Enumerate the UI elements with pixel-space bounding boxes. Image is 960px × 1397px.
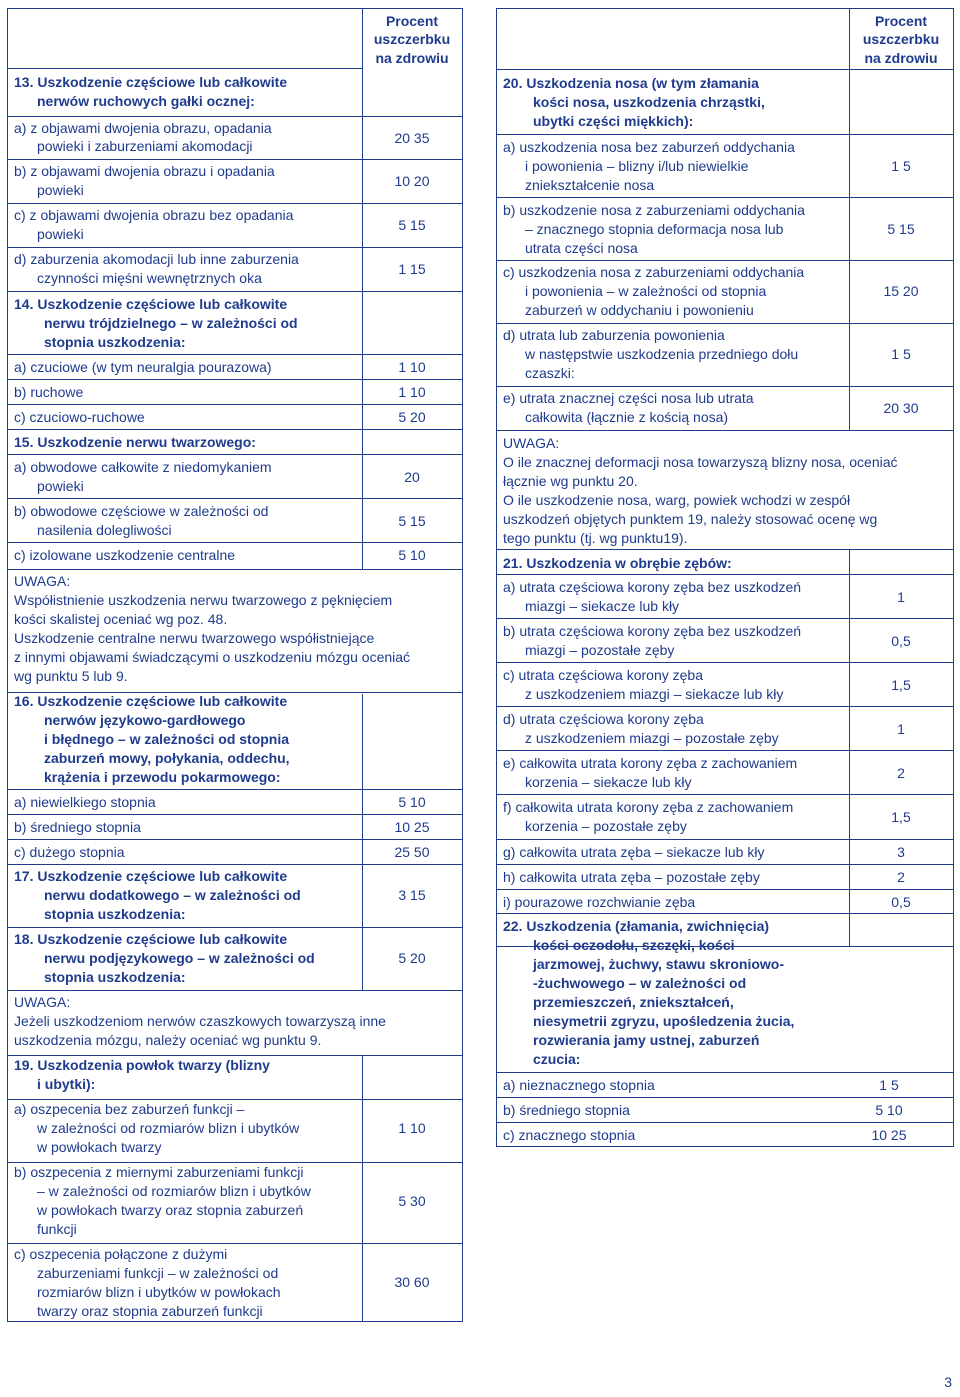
list-item: c) dużego stopnia	[14, 844, 125, 860]
list-item: funkcji	[37, 1221, 77, 1237]
note-text: uszkodzenia mózgu, należy oceniać wg punktu 9.	[14, 1032, 322, 1048]
section-22-title: przemieszczeń, zniekształceń,	[533, 994, 734, 1010]
value: 1 10	[398, 359, 426, 375]
left-table	[7, 8, 463, 1322]
section-18-title: 18. Uszkodzenie częściowe lub całkowite	[14, 931, 288, 947]
value: 10 20	[394, 173, 430, 189]
section-16-title: i błędnego – w zależności od stopnia	[44, 731, 290, 747]
list-item: rozmiarów blizn i ubytków w powłokach	[37, 1284, 281, 1300]
list-item: b) uszkodzenie nosa z zaburzeniami oddychania	[503, 202, 805, 218]
list-item: b) ruchowe	[14, 384, 84, 400]
list-item: c) znacznego stopnia	[503, 1127, 636, 1143]
list-item: w następstwie uszkodzenia przedniego dołu	[525, 346, 799, 362]
list-item: a) niewielkiego stopnia	[14, 794, 156, 810]
list-item: powieki i zaburzeniami akomodacji	[37, 138, 253, 154]
value: 5 15	[398, 513, 426, 529]
value: 2	[897, 869, 905, 885]
section-22-title: rozwierania jamy ustnej, zaburzeń	[533, 1032, 760, 1048]
list-item: w zależności od rozmiarów blizn i ubytków	[37, 1120, 300, 1136]
section-22-title: kości oczodołu, szczęki, kości	[533, 937, 735, 953]
value: 5 20	[398, 950, 426, 966]
section-16-title: 16. Uszkodzenie częściowe lub całkowite	[14, 693, 288, 709]
value: 1 15	[398, 261, 426, 277]
list-item: f) całkowita utrata korony zęba z zachowaniem	[503, 799, 794, 815]
section-22-title: 22. Uszkodzenia (złamania, zwichnięcia)	[503, 918, 770, 934]
value: 20	[404, 469, 420, 485]
value: 1 5	[891, 346, 911, 362]
note-text: Współistnienie uszkodzenia nerwu twarzowego z pęknięciem	[14, 592, 393, 608]
value: 5 10	[875, 1102, 903, 1118]
section-22-title: czucia:	[533, 1051, 581, 1067]
value: 1 5	[879, 1077, 899, 1093]
list-item: całkowita (łącznie z kością nosa)	[525, 409, 729, 425]
list-item: i powonienia – w zależności od stopnia	[525, 283, 767, 299]
header-line1: Procent	[874, 13, 928, 29]
list-item: b) obwodowe częściowe w zależności od	[14, 503, 269, 519]
list-item: korzenia – pozostałe zęby	[525, 818, 687, 834]
section-18-title: nerwu podjęzykowego – w zależności od	[44, 950, 315, 966]
list-item: w powłokach twarzy	[37, 1139, 162, 1155]
list-item: d) zaburzenia akomodacji lub inne zaburzenia	[14, 251, 299, 267]
list-item: powieki	[37, 226, 84, 242]
value: 5 10	[398, 794, 426, 810]
list-item: d) utrata częściowa korony zęba	[503, 711, 704, 727]
note-text: tego punktu (tj. wg punktu19).	[503, 530, 688, 546]
value: 3 15	[398, 887, 426, 903]
right-table	[496, 8, 954, 947]
note-text: łącznie wg punktu 20.	[503, 473, 638, 489]
list-item: zaburzeniami funkcji – w zależności od	[37, 1265, 279, 1281]
note-text: Jeżeli uszkodzeniom nerwów czaszkowych towarzyszą inne	[14, 1013, 386, 1029]
list-item: w powłokach twarzy oraz stopnia zaburzeń	[37, 1202, 304, 1218]
value: 20 30	[883, 400, 919, 416]
page-number: 3	[944, 1373, 952, 1390]
list-item: a) utrata częściowa korony zęba bez uszkodzeń	[503, 579, 802, 595]
list-item: a) nieznacznego stopnia	[503, 1077, 655, 1093]
list-item: twarzy oraz stopnia zaburzeń funkcji	[37, 1303, 263, 1319]
list-item: a) oszpecenia bez zaburzeń funkcji –	[14, 1101, 245, 1117]
note-label: UWAGA:	[14, 573, 71, 589]
list-item: zniekształcenie nosa	[525, 177, 655, 193]
list-item: g) całkowita utrata zęba – siekacze lub kły	[503, 844, 765, 860]
list-item: miazgi – pozostałe zęby	[525, 642, 675, 658]
section-16-title: krążenia i przewodu pokarmowego:	[44, 769, 281, 785]
list-item: a) z objawami dwojenia obrazu, opadania	[14, 120, 272, 136]
note-text: z innymi objawami świadczącymi o uszkodzeniu mózgu oceniać	[14, 649, 411, 665]
section-22-title: jarzmowej, żuchwy, stawu skroniowo-	[533, 956, 785, 972]
note-text: O ile znacznej deformacji nosa towarzyszą blizny nosa, oceniać	[503, 454, 898, 470]
value: 5 15	[398, 217, 426, 233]
note-text: Uszkodzenie centralne nerwu twarzowego współistniejące	[14, 630, 375, 646]
list-item: – znacznego stopnia deformacja nosa lub	[525, 221, 784, 237]
list-item: b) średniego stopnia	[503, 1102, 630, 1118]
list-item: a) obwodowe całkowite z niedomykaniem	[14, 459, 272, 475]
note-text: uszkodzeń objętych punktem 19, należy stosować ocenę wg	[503, 511, 878, 527]
list-item: korzenia – siekacze lub kły	[525, 774, 692, 790]
value: 0,5	[891, 633, 911, 649]
section-17-title: 17. Uszkodzenie częściowe lub całkowite	[14, 868, 288, 884]
section-14-title: stopnia uszkodzenia:	[44, 334, 186, 350]
section-18-title: stopnia uszkodzenia:	[44, 969, 186, 985]
list-item: c) z objawami dwojenia obrazu bez opadania	[14, 207, 294, 223]
note-text: wg punktu 5 lub 9.	[14, 668, 128, 684]
note-label: UWAGA:	[14, 994, 71, 1010]
list-item: i) pourazowe rozchwianie zęba	[503, 894, 696, 910]
list-item: e) całkowita utrata korony zęba z zachowaniem	[503, 755, 798, 771]
right-table-22	[496, 913, 954, 1147]
list-item: utrata części nosa	[525, 240, 638, 256]
value: 20 35	[394, 130, 430, 146]
value: 3	[897, 844, 905, 860]
value: 25 50	[394, 844, 430, 860]
list-item: czynności mięśni wewnętrznych oka	[37, 270, 262, 286]
section-16-title: zaburzeń mowy, połykania, oddechu,	[44, 750, 290, 766]
value: 1	[897, 721, 905, 737]
section-20-title: kości nosa, uszkodzenia chrząstki,	[533, 94, 765, 110]
list-item: b) z objawami dwojenia obrazu i opadania	[14, 163, 275, 179]
value: 10 25	[871, 1127, 907, 1143]
header-line2: uszczerbku	[373, 31, 451, 47]
list-item: – w zależności od rozmiarów blizn i ubytków	[37, 1183, 311, 1199]
header-line2: uszczerbku	[862, 31, 940, 47]
list-item: b) utrata częściowa korony zęba bez uszkodzeń	[503, 623, 802, 639]
value: 0,5	[891, 894, 911, 910]
section-21-title: 21. Uszkodzenia w obrębie zębów:	[503, 555, 732, 571]
value: 2	[897, 765, 905, 781]
value: 1,5	[891, 809, 911, 825]
list-item: czaszki:	[525, 365, 575, 381]
header-line3: na zdrowiu	[864, 50, 938, 66]
section-13-title: nerwów ruchowych gałki ocznej:	[37, 93, 255, 109]
list-item: c) uszkodzenia nosa z zaburzeniami oddychania	[503, 264, 805, 280]
list-item: c) oszpecenia połączone z dużymi	[14, 1246, 228, 1262]
list-item: e) utrata znacznej części nosa lub utrata	[503, 390, 754, 406]
value: 1 10	[398, 384, 426, 400]
list-item: b) oszpecenia z miernymi zaburzeniami funkcji	[14, 1164, 304, 1180]
value: 1 5	[891, 158, 911, 174]
note-label: UWAGA:	[503, 435, 560, 451]
section-22-title: -żuchwowego – w zależności od	[533, 975, 747, 991]
list-item: z uszkodzeniem miazgi – pozostałe zęby	[525, 730, 779, 746]
list-item: c) utrata częściowa korony zęba	[503, 667, 703, 683]
list-item: powieki	[37, 182, 84, 198]
section-22-title: niesymetrii zgryzu, upośledzenia żucia,	[533, 1013, 795, 1029]
section-19-title: i ubytki):	[37, 1076, 96, 1092]
section-13-title: 13. Uszkodzenie częściowe lub całkowite	[14, 74, 288, 90]
value: 5 10	[398, 547, 426, 563]
section-14-title: 14. Uszkodzenie częściowe lub całkowite	[14, 296, 288, 312]
list-item: powieki	[37, 478, 84, 494]
list-item: i powonienia – blizny i/lub niewielkie	[525, 158, 749, 174]
value: 15 20	[883, 283, 919, 299]
section-17-title: nerwu dodatkowego – w zależności od	[44, 887, 301, 903]
section-20-title: 20. Uszkodzenia nosa (w tym złamania	[503, 75, 759, 91]
list-item: c) czuciowo-ruchowe	[14, 409, 145, 425]
value: 30 60	[394, 1274, 430, 1290]
header-line3: na zdrowiu	[375, 50, 449, 66]
list-item: z uszkodzeniem miazgi – siekacze lub kły	[525, 686, 784, 702]
value: 10 25	[394, 819, 430, 835]
list-item: a) uszkodzenia nosa bez zaburzeń oddychania	[503, 139, 795, 155]
list-item: miazgi – siekacze lub kły	[525, 598, 680, 614]
value: 1 10	[398, 1120, 426, 1136]
value: 5 15	[887, 221, 915, 237]
section-17-title: stopnia uszkodzenia:	[44, 906, 186, 922]
list-item: c) izolowane uszkodzenie centralne	[14, 547, 236, 563]
list-item: b) średniego stopnia	[14, 819, 141, 835]
list-item: zaburzeń w oddychaniu i powonieniu	[525, 302, 754, 318]
section-19-title: 19. Uszkodzenia powłok twarzy (blizny	[14, 1057, 270, 1073]
list-item: d) utrata lub zaburzenia powonienia	[503, 327, 725, 343]
header-line1: Procent	[385, 13, 439, 29]
section-15-title: 15. Uszkodzenie nerwu twarzowego:	[14, 434, 256, 450]
list-item: a) czuciowe (w tym neuralgia pourazowa)	[14, 359, 272, 375]
value: 1	[897, 589, 905, 605]
value: 5 20	[398, 409, 426, 425]
list-item: h) całkowita utrata zęba – pozostałe zęby	[503, 869, 760, 885]
list-item: nasilenia dolegliwości	[37, 522, 172, 538]
note-text: kości skalistej oceniać wg poz. 48.	[14, 611, 228, 627]
section-20-title: ubytki części miękkich):	[533, 113, 694, 129]
section-16-title: nerwów językowo-gardłowego	[44, 712, 246, 728]
note-text: O ile uszkodzenie nosa, warg, powiek wchodzi w zespół	[503, 492, 851, 508]
value: 1,5	[891, 677, 911, 693]
value: 5 30	[398, 1193, 426, 1209]
section-14-title: nerwu trójdzielnego – w zależności od	[44, 315, 298, 331]
